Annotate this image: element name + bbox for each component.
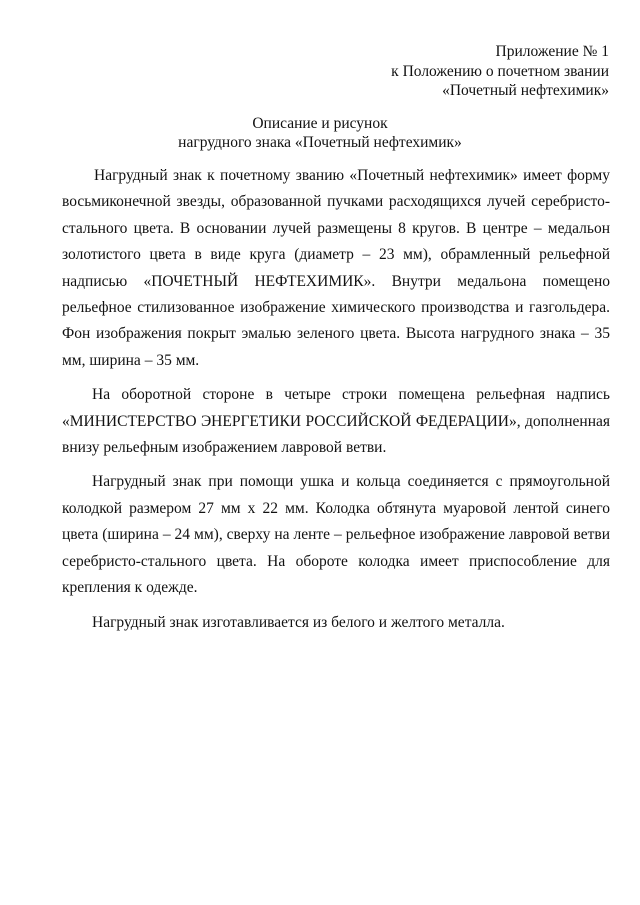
paragraph-reverse-side: На оборотной стороне в четыре строки помещена рельефная надпись «МИНИСТЕРСТВО ЭНЕРГЕТИКИ РОССИЙСКОЙ ФЕДЕРАЦИИ», дополненная внизу рельефным изображением лавровой ветви. <box>62 386 610 457</box>
document-title <box>0 114 640 152</box>
paragraph-badge-description: Нагрудный знак к почетному званию «Почетный нефтехимик» имеет форму восьмиконечной звезды, образованной пучками расходящихся лучей серебристо-стального цвета. В основании лучей размещены 8 кругов. В центре – медальон золотистого цвета в виде круга (диаметр – 23 мм), обрамленный рельефной надписью «ПОЧЕТНЫЙ НЕФТЕХИМИК». Внутри медальона помещено рельефное стилизованное изображение химического производства и газгольдера. Фон изображения покрыт эмалью зеленого цвета. Высота нагрудного знака – 35 мм, ширина – 35 мм. <box>62 167 610 369</box>
appendix-reference: к Положению о почетном звании <box>391 62 609 80</box>
appendix-title-reference: «Почетный нефтехимик» <box>442 82 609 99</box>
appendix-header <box>391 42 609 101</box>
document-body <box>62 163 610 644</box>
title-line-2: нагрудного знака «Почетный нефтехимик» <box>178 134 462 151</box>
title-line-1: Описание и рисунок <box>252 115 388 132</box>
appendix-number: Приложение № 1 <box>495 43 609 60</box>
paragraph-material: Нагрудный знак изготавливается из белого и желтого металла. <box>92 613 505 631</box>
paragraph-ribbon-bar: Нагрудный знак при помощи ушка и кольца соединяется с прямоугольной колодкой размером 27 мм х 22 мм. Колодка обтянута муаровой лентой синего цвета (ширина – 24 мм), сверху на ленте – рельефное изображение лавровой ветви серебристо-стального цвета. На обороте колодка имеет приспособление для крепления к одежде. <box>62 473 610 597</box>
